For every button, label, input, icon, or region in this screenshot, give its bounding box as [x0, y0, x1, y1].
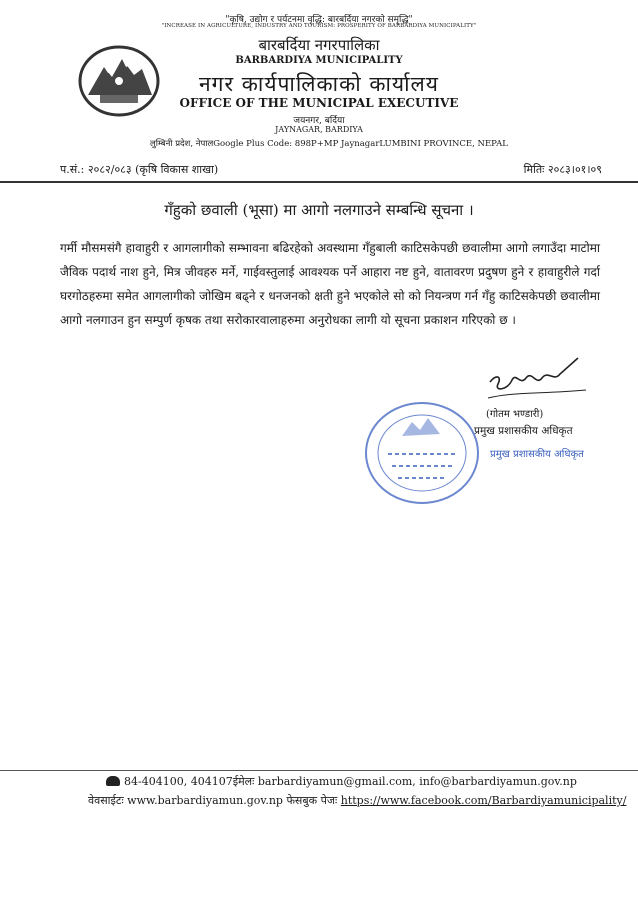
header-divider	[0, 181, 638, 183]
municipality-name-english: BARBARDIYA MUNICIPALITY	[235, 55, 403, 66]
contact-text: 84-404100, 404107ईमेलः barbardiyamun@gmail.com, info@barbardiyamun.gov.np	[124, 775, 577, 788]
notice-title: गँहुको छवाली (भूसा) मा आगो नलगाउने सम्बन्धि सूचना ।	[164, 201, 474, 219]
office-name-nepali: नगर कार्यपालिकाको कार्यालय	[199, 72, 439, 96]
footer-divider	[0, 770, 638, 771]
reference-number: प.सं.: २०८२/०८३ (कृषि विकास शाखा)	[60, 163, 219, 176]
signer-name: (गोतम भण्डारी)	[486, 409, 544, 420]
stamp-title: प्रमुख प्रशासकीय अधिकृत	[490, 449, 584, 460]
footer-contact	[106, 774, 577, 789]
province-line: लुम्बिनी प्रदेश, नेपालGoogle Plus Code: 898P+MP JaynagarLUMBINI PROVINCE, NEPAL	[150, 139, 508, 149]
address-english: JAYNAGAR, BARDIYA	[275, 125, 363, 134]
motto-english: "INCREASE IN AGRICULTURE, INDUSTRY AND TOURISM: PROSPERITY OF BARBARDIYA MUNICIPALITY"	[161, 23, 477, 29]
phone-icon	[106, 776, 120, 786]
website-text: वेवसाईटः www.barbardiyamun.gov.np फेसबुक पेजः	[88, 794, 341, 807]
signer-title: प्रमुख प्रशासकीय अधिकृत	[474, 425, 573, 437]
municipality-name-nepali: बारबर्दिया नगरपालिका	[258, 36, 380, 54]
motto-nepali: "कृषि, उद्योग र पर्यटनमा वृद्धि: बारबर्दिया नगरको समृद्धि"	[225, 15, 413, 25]
facebook-link[interactable]: https://www.facebook.com/Barbardiyamunicipality/	[340, 794, 627, 807]
address-nepali: जयनगर, बर्दिया	[293, 116, 345, 126]
notice-body: गर्मी मौसमसंगै हावाहुरी र आगलागीको सम्भावना बढिरहेको अवस्थामा गँहुबाली काटिसकेपछी छवालीमा आगो लगाउँदा माटोमा जैविक पदार्थ नाश हुने, मित्र जीवहरु मर्ने, गाईवस्तुलाई आवश्यक पर्ने आहारा नष्ट हुने, वातावरण प्रदुषण हुने र हावाहुरीले गर्दा घरगोठहरुमा समेत आगलागीको जोखिम बढ्ने र धनजनको क्षती हुने भएकोले सो को नियन्त्रण गर्न गँहु काटिसकेपछी छवालीमा आगो नलगाउन हुन सम्पुर्ण कृषक तथा सरोकारवालाहरुमा अनुरोधका लागी यो सूचना प्रकाशन गरिएको छ ।	[60, 241, 600, 327]
office-seal-stamp	[362, 398, 482, 508]
handwritten-signature	[482, 352, 592, 412]
office-name-english: OFFICE OF THE MUNICIPAL EXECUTIVE	[179, 96, 459, 110]
footer-web	[88, 793, 626, 808]
notice-date: मितिः २०८३।०१।०९	[523, 163, 602, 176]
